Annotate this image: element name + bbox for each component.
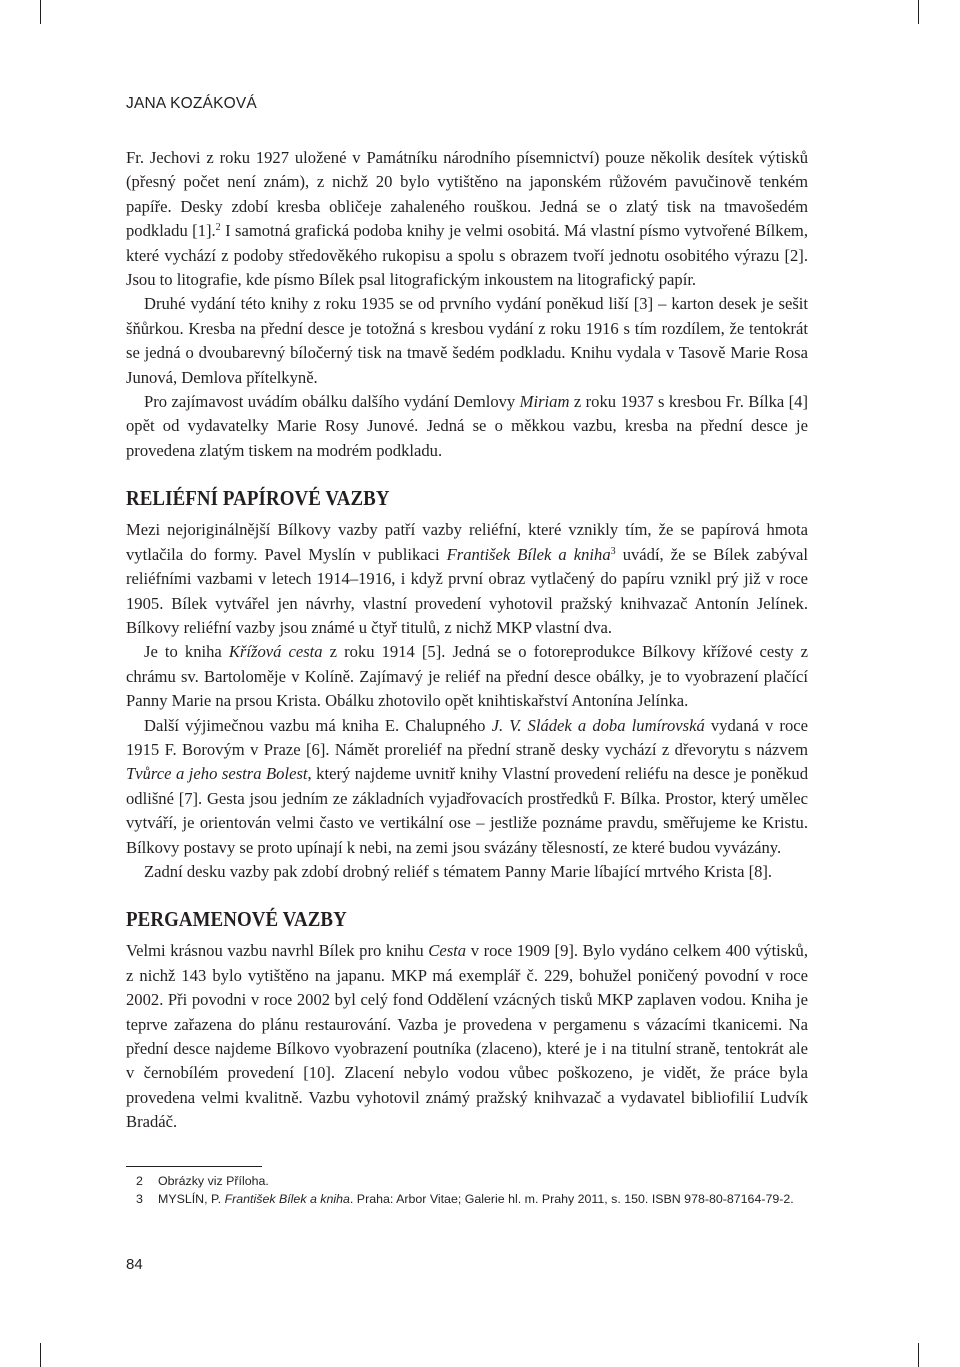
text-run: z roku 1937 s kresbou Fr. Bílka [4] opět od vydavatelky Marie Rosy Junové. Jedná se o měkkou vazbu, kresba na přední desce je provedena zlatým tiskem na modrém podkladu. [126, 392, 808, 460]
paragraph [126, 714, 808, 860]
text-run: Je to kniha [144, 642, 229, 662]
footnotes [126, 1173, 808, 1208]
footnote [126, 1191, 808, 1209]
paragraph [126, 518, 808, 640]
text-run: uvádí, že se Bílek zabýval reliéfními vazbami v letech 1914–1916, i když první obraz vytlačený do papíru vznikl prý již v roce 1905. Bílek vytvářel jen návrhy, vlastní provedení vyhotovil pražský knihvazač Antonín Jelínek. Bílkovy reliéfní vazby jsou známé u čtyř titulů, z nichž MKP vlastní dva. [126, 544, 809, 637]
page-number: 84 [126, 1256, 143, 1273]
book-title: J. V. Sládek a doba lumírovská [491, 715, 705, 735]
book-title: František Bílek a kniha [446, 544, 611, 564]
crop-mark-bottom-right [918, 1343, 919, 1367]
footnote-ref[interactable]: 2 [215, 222, 221, 234]
text-run: Fr. Jechovi z roku 1927 uložené v Památníku národního písemnictví) pouze několik desítek výtisků (přesný počet není znám), z nichž 20 bylo vytištěno na japonském růžovém pavučinově tenkém papíře. Desky zdobí kresba obličeje zahaleného rouškou. Jedná se o zlatý tisk na tmavošedém podkladu [1]. [126, 148, 808, 241]
text-run: MYSLÍN, P. [158, 1191, 225, 1206]
footnote-ref[interactable]: 3 [610, 545, 616, 557]
text-run: Pro zajímavost uvádím obálku dalšího vydání Demlovy [144, 392, 520, 412]
book-title: Miriam [519, 392, 570, 412]
footnote-number: 3 [136, 1191, 143, 1206]
book-title: Křížová cesta [228, 642, 323, 662]
section-heading: RELIÉFNÍ PAPÍROVÉ VAZBY [126, 486, 390, 511]
paragraph [126, 146, 808, 292]
text-run: I samotná grafická podoba knihy je velmi osobitá. Má vlastní písmo vytvořené Bílkem, které vychází z podoby středověkého rukopisu a spolu s obrazem tvoří jednotu osobitého výrazu [2]. Jsou to litografie, kde písmo Bílek psal litografickým inkoustem na litografický papír. [126, 221, 808, 290]
footnote-text: Obrázky viz Příloha. [158, 1174, 269, 1188]
crop-mark-top-right [918, 0, 919, 24]
paragraph: Druhé vydání této knihy z roku 1935 se od prvního vydání poněkud liší [3] – karton desek je sešit šňůrkou. Kresba na přední desce je totožná s kresbou vydání z roku 1916 s tím rozdílem, že tentokrát se jedná o dvoubarevný bíločerný tisk na tmavě šedém podkladu. Knihu vydala v Tasově Marie Rosa Junová, Demlova přítelkyně. [126, 294, 808, 387]
main-text [126, 146, 808, 1135]
paragraph [126, 640, 808, 713]
crop-mark-bottom-left [40, 1343, 41, 1367]
text-run: Další výjimečnou vazbu má kniha E. Chalupného [144, 715, 492, 735]
paragraph: Zadní desku vazby pak zdobí drobný reliéf s tématem Panny Marie líbající mrtvého Krista [8]. [144, 861, 773, 881]
footnote-separator [126, 1166, 262, 1167]
running-header-author: JANA KOZÁKOVÁ [126, 95, 257, 112]
text-run: z roku 1914 [5]. Jedná se o fotoreprodukce Bílkovy křížové cesty z chrámu sv. Bartoloměje v Kolíně. Zajímavý je reliéf na přední desce obálky, je to vyobrazení plačící Panny Marie na prsou Krista. Obálku zhotovilo opět knihtiskařství Antonína Jelínka. [126, 642, 809, 711]
crop-mark-top-left [40, 0, 41, 24]
text-run: Mezi nejoriginálnější Bílkovy vazby patří vazby reliéfní, které vznikly tím, že se papírová hmota vytlačila do formy. Pavel Myslín v publikaci [126, 520, 808, 564]
section-heading: PERGAMENOVÉ VAZBY [126, 907, 347, 932]
text-run: Velmi krásnou vazbu navrhl Bílek pro knihu [126, 941, 429, 961]
text-run: , který najdeme uvnitř knihy Vlastní provedení reliéfu na desce je poněkud odlišné [7]. Gesta jsou jedním ze základních vyjadřovacích prostředků F. Bílka. Prostor, který umělec vytváří, je orientován velmi často ve vertikální ose – jestliže poznáme pravdu, směřujeme ke Kristu. Bílkovy postavy se proto upínají k nebi, na zemi jsou svázány tělesností, ze které budou vyvázány. [126, 764, 808, 857]
footnote [126, 1173, 808, 1191]
book-title: František Bílek a kniha [224, 1191, 350, 1206]
paragraph [126, 939, 808, 1134]
text-run: . Praha: Arbor Vitae; Galerie hl. m. Prahy 2011, s. 150. ISBN 978-80-87164-79-2. [349, 1191, 794, 1206]
footnote-text [158, 1191, 808, 1209]
text-run: v roce 1909 [9]. Bylo vydáno celkem 400 výtisků, z nichž 143 bylo vytištěno na japanu. MKP má exemplář č. 229, bohužel poničený povodní v roce 2002. Při povodni v roce 2002 byl celý fond Oddělení vzácných tisků MKP zaplaven vodou. Kniha je teprve zařazena do plánu restaurování. Vazba je provedena v pergamenu s vázacími tkanicemi. Na přední desce najdeme Bílkovo vyobrazení poutníka (zlaceno), které je i na titulní straně, tentokrát ale v černobílém provedení [10]. Zlacení nebylo vodou vůbec poškozeno, je vidět, že práce byla provedena velmi kvalitně. Vazbu vyhotovil známý pražský knihvazač a vydavatel bibliofilií Ludvík Bradáč. [126, 941, 808, 1132]
artwork-title: Tvůrce a jeho sestra Bolest [126, 764, 308, 784]
paragraph [126, 390, 808, 463]
book-title: Cesta [428, 941, 467, 961]
text-run: vydaná v roce 1915 F. Borovým v Praze [6]. Námět proreliéf na přední straně desky vychází z dřevorytu s názvem [126, 715, 808, 759]
footnote-number: 2 [136, 1174, 143, 1188]
